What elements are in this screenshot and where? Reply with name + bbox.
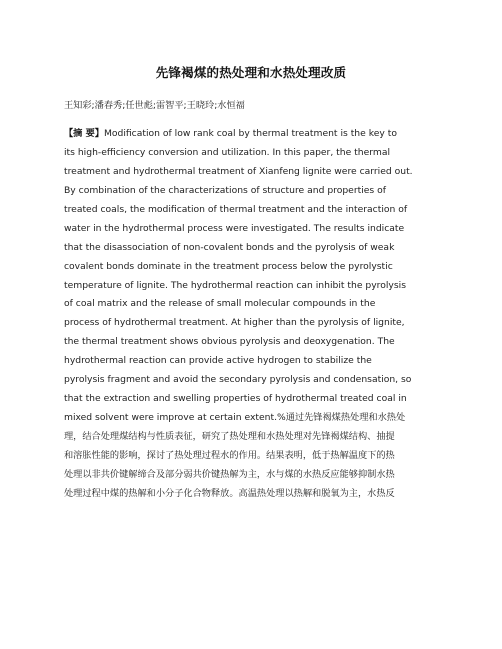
abstract: [64, 125, 438, 504]
abstract-line: By combination of the characterizations of structure and properties of: [64, 184, 386, 196]
abstract-line: its high-efficiency conversion and utilization. In this paper, the thermal: [64, 146, 391, 158]
abstract-label: 【摘 要】: [64, 128, 104, 139]
abstract-line: temperature of lignite. The hydrothermal reaction can inhibit the pyrolysis: [64, 279, 406, 291]
abstract-line: hydrothermal reaction can provide active hydrogen to stabilize the: [64, 355, 372, 367]
abstract-line: 处理以非共价键解缔合及部分弱共价键热解为主，水与煤的水热反应能够抑制水热: [64, 468, 395, 480]
abstract-line: pyrolysis fragment and avoid the secondary pyrolysis and condensation, so: [64, 374, 412, 386]
abstract-line: 【摘 要】Modification of low rank coal by thermal treatment is the key to: [64, 128, 397, 139]
abstract-line: the thermal treatment shows obvious pyrolysis and deoxygenation. The: [64, 336, 395, 348]
abstract-line: that the extraction and swelling properties of hydrothermal treated coal in: [64, 393, 407, 405]
abstract-line: covalent bonds dominate in the treatment process below the pyrolystic: [64, 260, 393, 272]
abstract-line: 处理过程中煤的热解和小分子化合物释放。高温热处理以热解和脱氧为主，水热反: [64, 487, 395, 499]
paper-title: 先锋褐煤的热处理和水热处理改质: [155, 65, 347, 80]
abstract-line: 理，结合处理煤结构与性质表征，研究了热处理和水热处理对先锋褐煤结构、抽提: [64, 431, 395, 442]
abstract-line: treatment and hydrothermal treatment of Xianfeng lignite were carried out.: [64, 165, 413, 177]
abstract-line: of coal matrix and the release of small molecular compounds in the: [64, 298, 376, 310]
abstract-line: 和溶胀性能的影响，探讨了热处理过程水的作用。结果表明，低于热解温度下的热: [64, 449, 395, 461]
abstract-line: mixed solvent were improve at certain extent.%通过先锋褐煤热处理和水热处: [64, 412, 406, 424]
abstract-line: process of hydrothermal treatment. At higher than the pyrolysis of lignite,: [64, 317, 405, 329]
author-list: 王知彩;潘春秀;任世彪;雷智平;王晓玲;水恒福: [64, 100, 245, 111]
abstract-line: that the disassociation of non-covalent bonds and the pyrolysis of weak: [64, 241, 395, 253]
abstract-line: treated coals, the modification of thermal treatment and the interaction of: [64, 203, 408, 215]
abstract-line: water in the hydrothermal process were investigated. The results indicate: [64, 222, 405, 234]
